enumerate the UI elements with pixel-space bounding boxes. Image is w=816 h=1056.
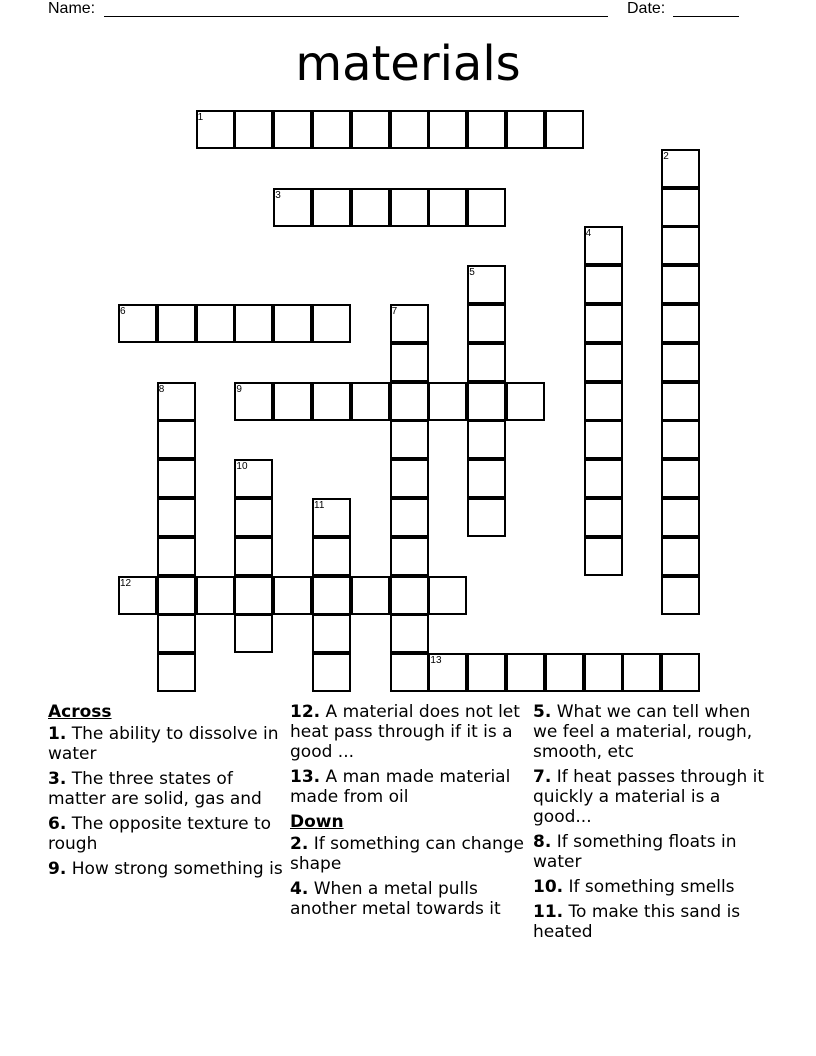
clues-column-2 [290, 700, 528, 924]
clue-number-label: 8 [158, 383, 165, 395]
clue-text: If something can change shape [290, 834, 525, 874]
clue-text: A material does not let heat pass through if it is a good ... [290, 702, 520, 762]
grid-cell[interactable] [157, 614, 196, 653]
down-clue-8 [533, 832, 773, 872]
across-clue-3 [48, 769, 283, 809]
grid-cell[interactable] [390, 614, 429, 653]
grid-cell[interactable] [351, 382, 390, 421]
clue-text: If something smells [568, 877, 735, 897]
grid-cell[interactable] [584, 537, 623, 576]
grid-cell[interactable] [390, 420, 429, 459]
grid-cell[interactable] [467, 420, 506, 459]
clue-number: 7. [533, 767, 552, 787]
clue-number-label: 2 [663, 150, 669, 162]
grid-cell[interactable] [467, 188, 506, 227]
down-clue-7 [533, 767, 773, 827]
clue-text: A man made material made from oil [290, 767, 511, 807]
clue-number: 1. [48, 724, 67, 744]
clue-number: 11. [533, 902, 564, 922]
grid-cell[interactable] [312, 382, 351, 421]
grid-cell[interactable] [312, 576, 351, 615]
grid-cell[interactable] [390, 498, 429, 537]
down-clue-11 [533, 902, 773, 942]
page-title: materials [295, 36, 521, 92]
clue-number-label: 11 [314, 500, 325, 511]
grid-cell[interactable] [312, 188, 351, 227]
grid-cell[interactable] [428, 382, 467, 421]
clue-number-label: 13 [430, 655, 442, 667]
grid-cell[interactable] [467, 110, 506, 149]
clue-number-label: 4 [585, 228, 592, 240]
grid-cell[interactable] [390, 382, 429, 421]
grid-cell[interactable] [661, 226, 700, 265]
grid-cell[interactable] [157, 420, 196, 459]
clue-number: 3. [48, 769, 67, 789]
grid-cell[interactable] [584, 498, 623, 537]
grid-cell[interactable] [661, 343, 700, 382]
grid-cell[interactable] [545, 110, 584, 149]
across-clue-13 [290, 767, 528, 807]
clue-text: What we can tell when we feel a material, rough, smooth, etc [533, 702, 753, 762]
grid-cell[interactable] [390, 188, 429, 227]
clue-text: If heat passes through it quickly a material is a good... [533, 767, 765, 827]
grid-cell[interactable] [234, 537, 273, 576]
grid-cell[interactable] [157, 653, 196, 692]
clue-text: The three states of matter are solid, gas and [48, 769, 262, 809]
grid-cell[interactable] [273, 382, 312, 421]
grid-cell[interactable] [312, 304, 351, 343]
grid-cell[interactable] [467, 382, 506, 421]
grid-cell[interactable] [584, 382, 623, 421]
clue-number-label: 3 [275, 189, 281, 201]
grid-cell[interactable] [312, 653, 351, 692]
grid-cell[interactable] [661, 420, 700, 459]
across-heading: Across [48, 702, 112, 722]
clue-number: 8. [533, 832, 552, 852]
grid-cell[interactable] [661, 265, 700, 304]
grid-cell[interactable] [584, 459, 623, 498]
grid-cell[interactable] [584, 420, 623, 459]
clues-column-1 [48, 700, 283, 884]
down-clue-10 [533, 877, 773, 897]
grid-cell[interactable] [196, 304, 235, 343]
grid-cell[interactable] [234, 498, 273, 537]
down-heading: Down [290, 812, 344, 832]
clue-number: 4. [290, 879, 309, 899]
grid-cell[interactable] [506, 110, 545, 149]
grid-cell[interactable] [390, 459, 429, 498]
clue-number-label: 1 [197, 112, 204, 123]
grid-cell[interactable] [273, 110, 312, 149]
across-clue-6 [48, 814, 283, 854]
across-clue-12 [290, 702, 528, 762]
grid-cell[interactable] [467, 459, 506, 498]
grid-cell[interactable] [661, 653, 700, 692]
clue-number: 10. [533, 877, 564, 897]
grid-cell[interactable] [506, 653, 545, 692]
clue-number: 9. [48, 859, 67, 879]
grid-cell[interactable] [351, 188, 390, 227]
grid-cell[interactable] [661, 304, 700, 343]
grid-cell[interactable] [234, 614, 273, 653]
grid-cell[interactable] [312, 537, 351, 576]
grid-cell[interactable] [428, 188, 467, 227]
clue-number: 13. [290, 767, 321, 787]
grid-cell[interactable] [157, 498, 196, 537]
grid-cell[interactable] [584, 653, 623, 692]
grid-cell[interactable] [661, 188, 700, 227]
grid-cell[interactable] [584, 343, 623, 382]
grid-cell[interactable] [428, 110, 467, 149]
clue-number-label: 7 [391, 306, 398, 317]
grid-cell[interactable] [351, 110, 390, 149]
grid-cell[interactable] [234, 576, 273, 615]
clue-number-label: 12 [120, 577, 132, 589]
across-clue-1 [48, 724, 283, 764]
clues-column-3 [533, 700, 773, 947]
name-label: Name: [48, 0, 96, 17]
across-clue-9 [48, 859, 283, 879]
grid-cell[interactable] [661, 459, 700, 498]
grid-cell[interactable] [390, 653, 429, 692]
clue-number-label: 5 [469, 267, 475, 279]
grid-cell[interactable] [467, 343, 506, 382]
grid-cell[interactable] [390, 537, 429, 576]
grid-cell[interactable] [467, 498, 506, 537]
grid-cell[interactable] [157, 459, 196, 498]
date-label: Date: [627, 0, 666, 17]
grid-cell[interactable] [622, 653, 661, 692]
grid-cell[interactable] [234, 304, 273, 343]
clue-number-label: 6 [120, 306, 126, 317]
grid-cell[interactable] [312, 110, 351, 149]
down-clue-2 [290, 834, 528, 874]
clue-number: 6. [48, 814, 67, 834]
grid-cell[interactable] [661, 382, 700, 421]
grid-cell[interactable] [234, 110, 273, 149]
grid-cell[interactable] [157, 537, 196, 576]
grid-cell[interactable] [273, 576, 312, 615]
clue-number: 2. [290, 834, 309, 854]
grid-cell[interactable] [506, 382, 545, 421]
grid-cell[interactable] [584, 304, 623, 343]
grid-cell[interactable] [157, 576, 196, 615]
down-clue-4 [290, 879, 528, 919]
grid-cell[interactable] [584, 265, 623, 304]
clue-number: 12. [290, 702, 321, 722]
grid-cell[interactable] [661, 498, 700, 537]
grid-cell[interactable] [661, 576, 700, 615]
clue-number-label: 9 [236, 383, 242, 395]
grid-cell[interactable] [661, 537, 700, 576]
clue-text: When a metal pulls another metal towards it [290, 879, 501, 919]
grid-cell[interactable] [157, 304, 196, 343]
grid-cell[interactable] [467, 653, 506, 692]
clue-text: The ability to dissolve in water [48, 724, 279, 764]
grid-cell[interactable] [390, 110, 429, 149]
grid-cell[interactable] [390, 343, 429, 382]
grid-cell[interactable] [545, 653, 584, 692]
down-clue-5 [533, 702, 773, 762]
clue-text: How strong something is [71, 859, 283, 879]
grid-cell[interactable] [428, 576, 467, 615]
grid-cell[interactable] [390, 576, 429, 615]
clue-text: The opposite texture to rough [48, 814, 272, 854]
grid-cell[interactable] [467, 304, 506, 343]
clue-number: 5. [533, 702, 552, 722]
clue-number-label: 10 [236, 461, 248, 473]
grid-cell[interactable] [351, 576, 390, 615]
clue-text: To make this sand is heated [533, 902, 741, 942]
clue-text: If something floats in water [533, 832, 737, 872]
grid-cell[interactable] [273, 304, 312, 343]
grid-cell[interactable] [312, 614, 351, 653]
grid-cell[interactable] [196, 576, 235, 615]
